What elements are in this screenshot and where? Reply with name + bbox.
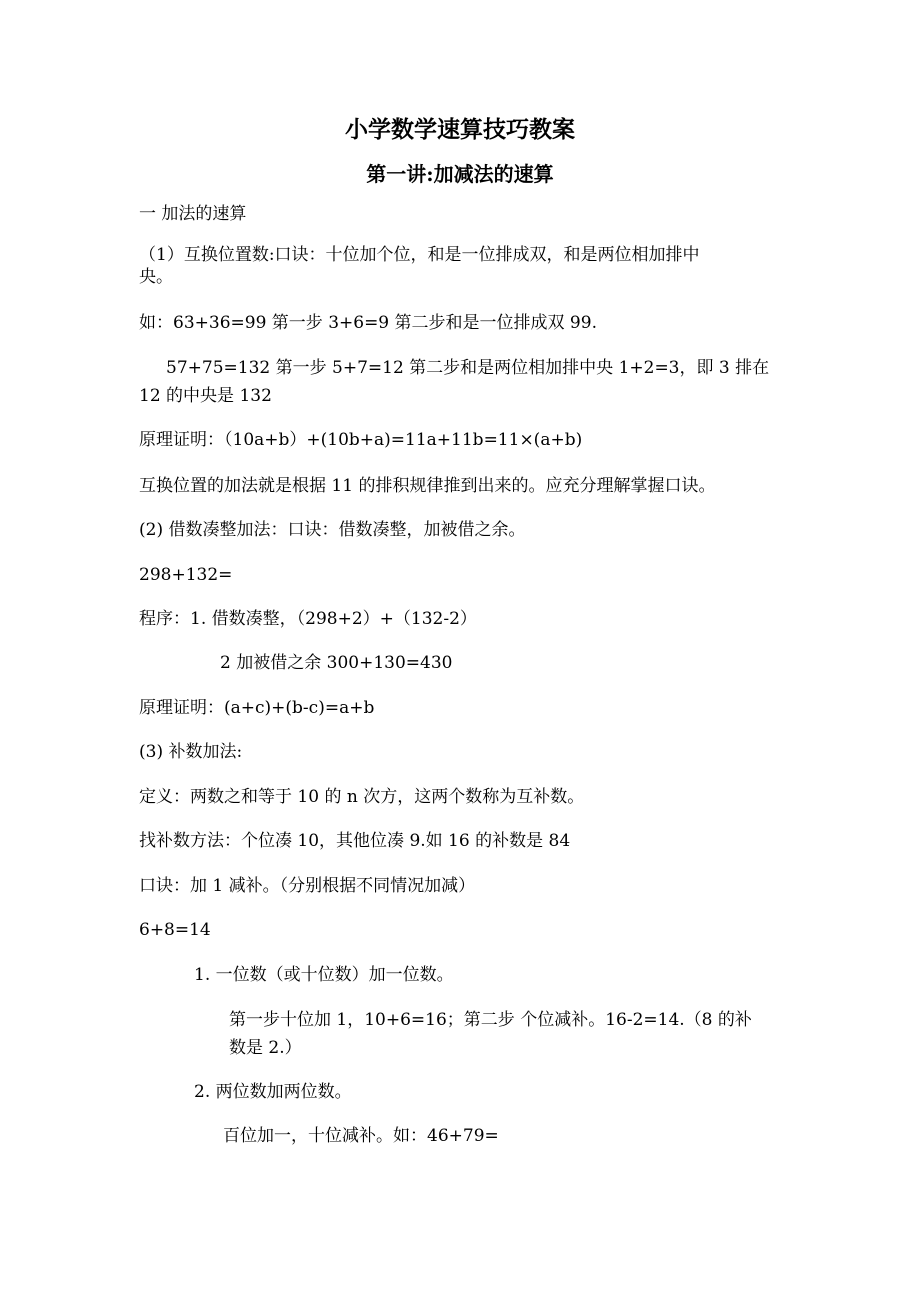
- paragraph-line: (3) 补数加法:: [139, 742, 243, 762]
- paragraph-line: 找补数方法：个位凑 10，其他位凑 9.如 16 的补数是 84: [139, 831, 571, 851]
- paragraph-line: 互换位置的加法就是根据 11 的排积规律推到出来的。应充分理解掌握口诀。: [139, 476, 716, 496]
- list-item: 1. 一位数（或十位数）加一位数。: [194, 965, 454, 985]
- section-heading-addition: 一 加法的速算: [139, 204, 247, 224]
- paragraph-line: 12 的中央是 132: [139, 386, 272, 406]
- paragraph-line: （1）互换位置数:口诀：十位加个位，和是一位排成双，和是两位相加排中: [139, 245, 700, 265]
- paragraph-line: 如：63+36=99 第一步 3+6=9 第二步和是一位排成双 99.: [139, 313, 597, 333]
- paragraph-line: 第一步十位加 1，10+6=16；第二步 个位减补。16-2=14.（8 的补: [229, 1010, 752, 1030]
- paragraph-line: 原理证明：(a+c)+(b-c)=a+b: [139, 698, 375, 718]
- paragraph-line: 6+8=14: [139, 920, 211, 940]
- paragraph-line: 程序：1. 借数凑整，（298+2）+（132-2）: [139, 609, 477, 629]
- paragraph-line: 数是 2.）: [229, 1038, 302, 1058]
- paragraph-line: 百位加一，十位减补。如：46+79=: [223, 1126, 499, 1146]
- document-title: 小学数学速算技巧教案: [345, 116, 575, 143]
- list-item: 2. 两位数加两位数。: [194, 1082, 352, 1102]
- paragraph-line: 央。: [139, 267, 173, 287]
- lecture-heading: 第一讲:加减法的速算: [366, 162, 554, 186]
- paragraph-line: 定义：两数之和等于 10 的 n 次方，这两个数称为互补数。: [139, 787, 585, 807]
- paragraph-line: 口诀：加 1 减补。（分别根据不同情况加减）: [139, 876, 476, 896]
- paragraph-line: 57+75=132 第一步 5+7=12 第二步和是两位相加排中央 1+2=3，即 3 排在: [166, 358, 770, 378]
- paragraph-line: 原理证明：（10a+b）+(10b+a)=11a+11b=11×(a+b): [139, 430, 583, 450]
- paragraph-line: (2) 借数凑整加法：口诀：借数凑整，加被借之余。: [139, 520, 526, 540]
- paragraph-line: 2 加被借之余 300+130=430: [220, 653, 453, 673]
- paragraph-line: 298+132=: [139, 565, 233, 585]
